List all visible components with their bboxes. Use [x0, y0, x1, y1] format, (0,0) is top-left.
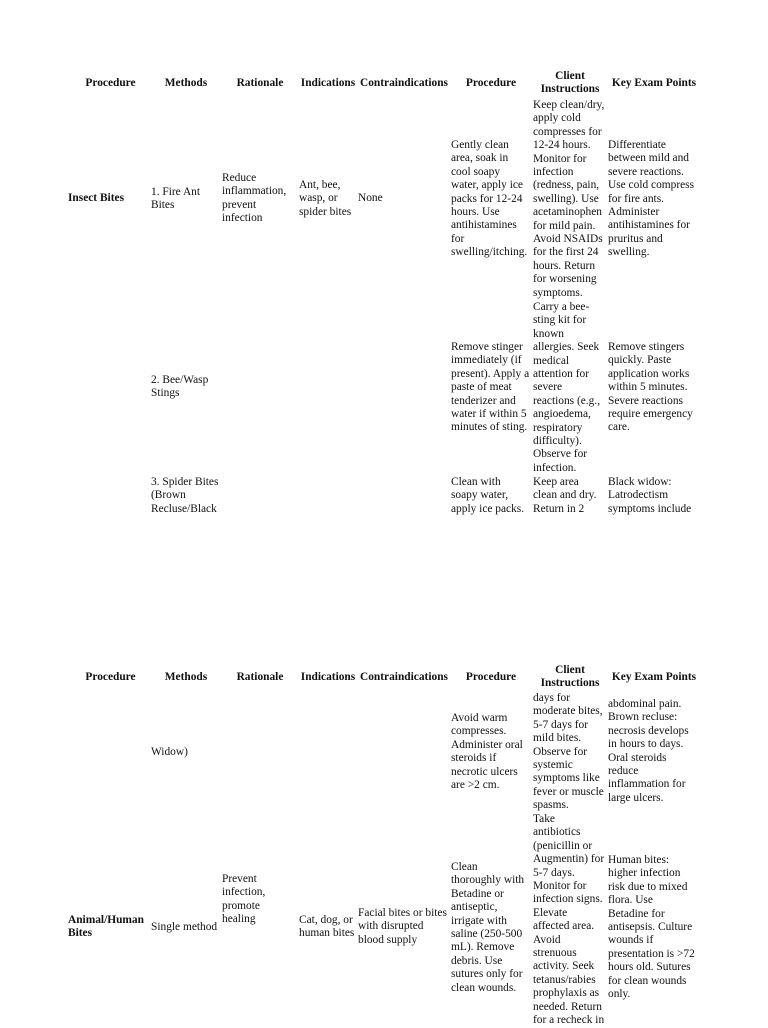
procedure-text-cell: Remove stinger immediately (if present). Apply a paste of meat tenderizer and water if within 5 minutes of sting. — [451, 341, 530, 434]
instructions-cell: Carry a bee- sting kit for known allergies. Seek medical attention for severe reactions (e.g., angioedema, respiratory difficulty). Observe for infection. — [533, 301, 601, 474]
header-procedure-2: Procedure — [465, 671, 517, 683]
header-indications: Indications — [300, 671, 356, 683]
header-procedure-2: Procedure — [465, 77, 517, 89]
instructions-cell: Take antibiotics (penicillin or Augmentin) for 5-7 days. Monitor for infection signs. Elevate affected area. Avoid strenuous activity. Seek tetanus/rabies prophylaxis as needed. Return for a recheck in — [533, 813, 605, 1027]
instructions-cell: days for moderate bites, 5-7 days for mild bites. Observe for systemic symptoms like fever or muscle spasms. — [533, 692, 604, 812]
key-points-cell: Differentiate between mild and severe reactions. Use cold compress for fire ants. Administer antihistamines for pruritus and swelling. — [608, 139, 695, 259]
rationale-cell: Prevent infection, promote healing — [222, 873, 266, 926]
header-rationale: Rationale — [236, 77, 284, 89]
method-cell: 1. Fire Ant Bites — [151, 186, 201, 212]
header-methods: Methods — [164, 77, 208, 89]
method-cell: 2. Bee/Wasp Stings — [151, 374, 209, 400]
header-client-instructions: Client Instructions — [540, 70, 600, 96]
rationale-cell: Reduce inflammation, prevent infection — [222, 172, 287, 225]
procedure-text-cell: Clean thoroughly with Betadine or antiseptic, irrigate with saline (250-500 mL). Remove debris. Use sutures only for clean wounds. — [451, 861, 525, 994]
instructions-cell: Keep area clean and dry. Return in 2 — [533, 476, 597, 515]
key-points-cell: Black widow: Latrodectism symptoms include — [608, 476, 692, 515]
header-rationale: Rationale — [236, 671, 284, 683]
header-key-exam-points: Key Exam Points — [611, 77, 697, 89]
key-points-cell: Remove stingers quickly. Paste application works within 5 minutes. Severe reactions require emergency care. — [608, 341, 693, 434]
indications-cell: Cat, dog, or human bites — [299, 914, 355, 940]
method-cell: 3. Spider Bites (Brown Recluse/Black — [151, 476, 219, 515]
indications-cell: Ant, bee, wasp, or spider bites — [299, 179, 352, 218]
procedure-cell: Insect Bites — [68, 192, 124, 204]
method-cell: Single method — [151, 921, 218, 933]
header-client-instructions: Client Instructions — [540, 664, 600, 690]
header-methods: Methods — [164, 671, 208, 683]
header-contraindications: Contraindications — [360, 671, 448, 683]
procedure-cell: Animal/Human Bites — [68, 914, 144, 940]
contraindications-cell: Facial bites or bites with disrupted blood supply — [358, 907, 447, 946]
procedure-text-cell: Clean with soapy water, apply ice packs. — [451, 476, 525, 515]
header-procedure: Procedure — [85, 671, 136, 683]
header-key-exam-points: Key Exam Points — [611, 671, 697, 683]
header-indications: Indications — [300, 77, 356, 89]
key-points-cell: Human bites: higher infection risk due to mixed flora. Use Betadine for antisepsis. Culture wounds if presentation is >72 hours old. Sutures for clean wounds only. — [608, 854, 695, 1001]
method-cell: Widow) — [151, 746, 188, 758]
header-procedure: Procedure — [85, 77, 136, 89]
procedure-text-cell: Gently clean area, soak in cool soapy water, apply ice packs for 12-24 hours. Use antihistamines for swelling/itching. — [451, 139, 528, 259]
contraindications-cell: None — [358, 192, 383, 204]
key-points-cell: abdominal pain. Brown recluse: necrosis develops in hours to days. Oral steroids reduce inflammation for large ulcers. — [608, 698, 689, 804]
procedure-text-cell: Avoid warm compresses. Administer oral steroids if necrotic ulcers are >2 cm. — [451, 712, 523, 792]
header-contraindications: Contraindications — [360, 77, 448, 89]
instructions-cell: Keep clean/dry, apply cold compresses for 12-24 hours. Monitor for infection (redness, pain, swelling). Use acetaminophen for mild pain. Avoid NSAIDs for the first 24 hours. Return for worsening symptoms. — [533, 99, 605, 299]
